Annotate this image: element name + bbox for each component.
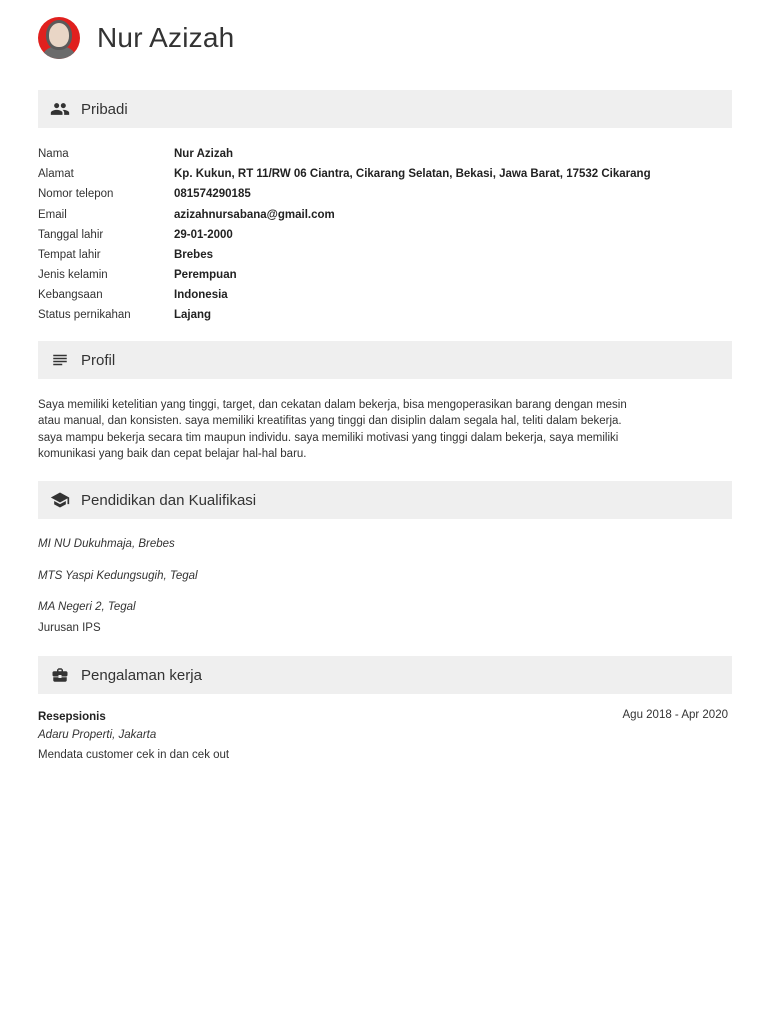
graduation-cap-icon [50, 490, 70, 510]
section-title: Pribadi [81, 100, 128, 118]
cv-header [38, 17, 234, 59]
education-school: MI NU Dukuhmaja, Brebes [38, 538, 175, 550]
personal-row-address: Alamat Kp. Kukun, RT 11/RW 06 Ciantra, Cikarang Selatan, Bekasi, Jawa Barat, 17532 Cikarang [38, 168, 651, 180]
section-personal-header [38, 90, 732, 128]
section-experience-header [38, 656, 732, 694]
avatar [38, 17, 80, 59]
education-major: Jurusan IPS [38, 622, 101, 634]
education-school: MTS Yaspi Kedungsugih, Tegal [38, 570, 198, 582]
people-icon [50, 99, 70, 119]
personal-row-email: Email azizahnursabana@gmail.com [38, 209, 335, 221]
job-period: Agu 2018 - Apr 2020 [622, 709, 728, 721]
personal-row-phone: Nomor telepon 081574290185 [38, 188, 251, 200]
section-education-header [38, 481, 732, 519]
personal-row-birthplace: Tempat lahir Brebes [38, 249, 213, 261]
job-company: Adaru Properti, Jakarta [38, 729, 157, 741]
personal-row-gender: Jenis kelamin Perempuan [38, 269, 237, 281]
lines-icon [50, 350, 70, 370]
job-description: Mendata customer cek in dan cek out [38, 749, 230, 761]
job-position: Resepsionis [38, 711, 106, 723]
personal-row-birthdate: Tanggal lahir 29-01-2000 [38, 229, 233, 241]
section-title: Profil [81, 351, 116, 369]
personal-row-marital: Status pernikahan Lajang [38, 309, 212, 321]
personal-row-name: Nama Nur Azizah [38, 148, 233, 160]
profile-text: Saya memiliki ketelitian yang tinggi, target, dan cekatan dalam bekerja, bisa mengoperasikan barang dengan mesin atau manual, dan konsisten. saya memiliki kreatifitas yang tinggi dan disiplin dalam segala hal, teliti dalam bekerja. saya mampu bekerja secara tim maupun individu. saya memiliki motivasi yang tinggi dalam bekerja, saya memiliki komunikasi yang baik dan cepat belajar hal-hal baru. [38, 399, 627, 460]
person-name: Nur Azizah [97, 22, 235, 53]
education-school: MA Negeri 2, Tegal [38, 601, 136, 613]
section-title: Pengalaman kerja [81, 666, 202, 684]
section-profile-header [38, 341, 732, 379]
personal-row-nationality: Kebangsaan Indonesia [38, 289, 228, 301]
briefcase-icon [50, 665, 70, 685]
section-title: Pendidikan dan Kualifikasi [81, 491, 257, 509]
